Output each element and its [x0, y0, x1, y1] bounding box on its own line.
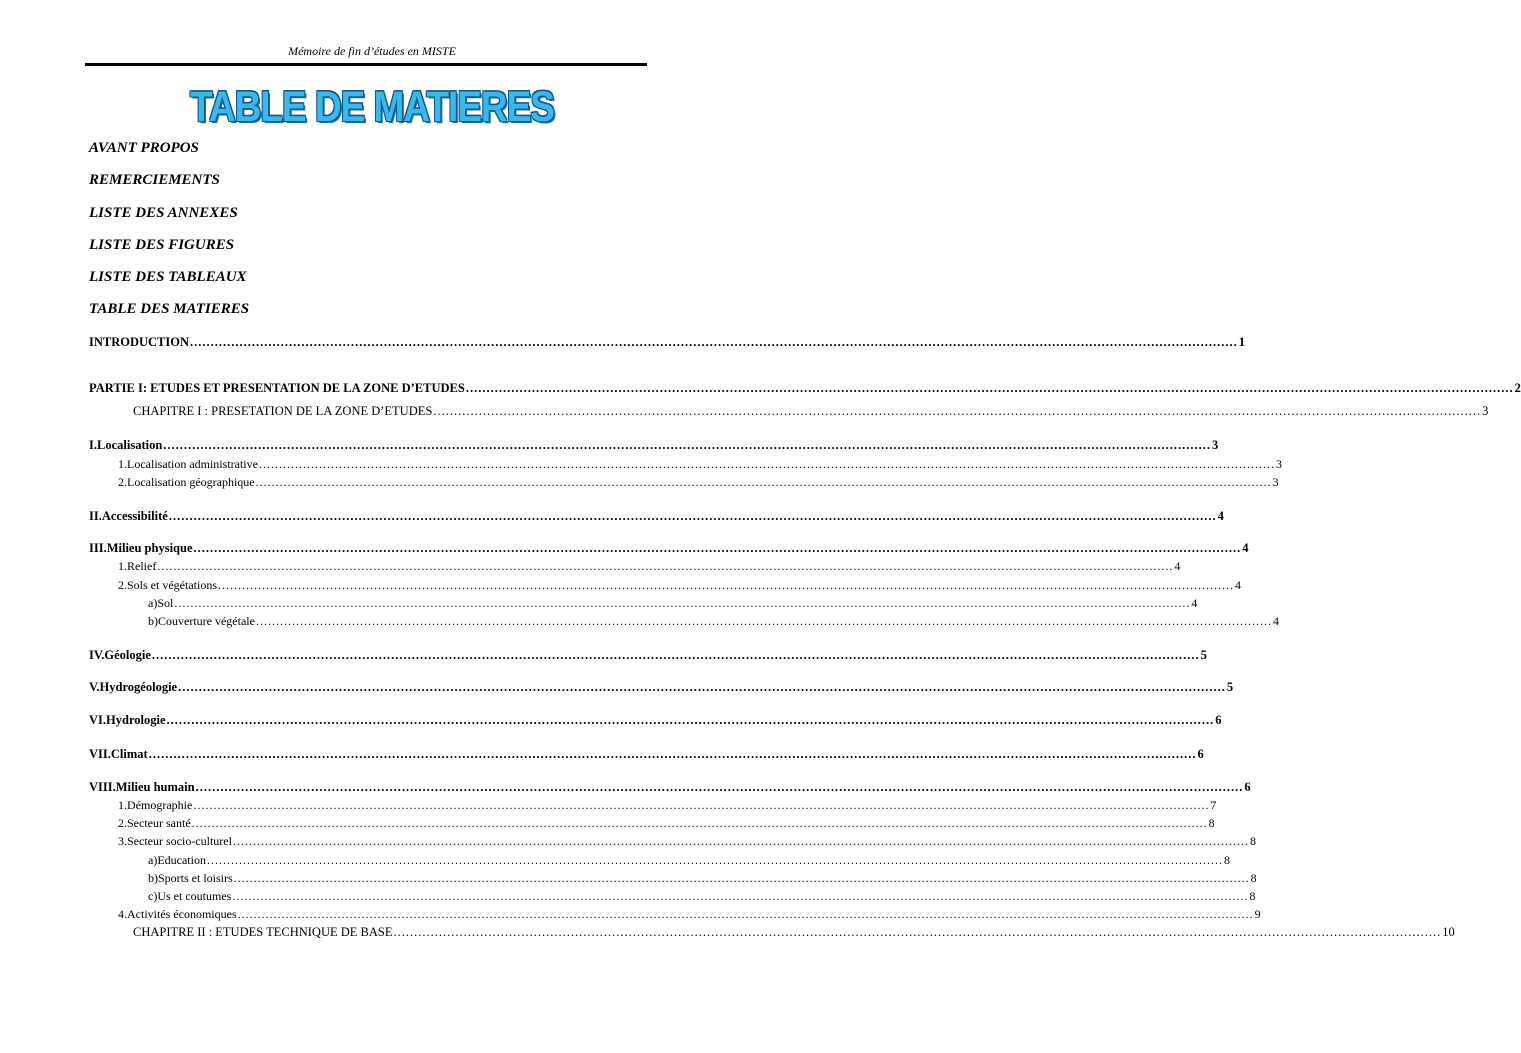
toc-entry-chapitre-2[interactable]: [133, 924, 1455, 940]
toc-entry-text: Sol: [157, 596, 174, 610]
toc-page-number: 7: [1210, 798, 1217, 812]
toc-entry-text: : ETUDES ET PRESENTATION DE LA ZONE D’ETUDES: [142, 381, 465, 395]
toc-entry-demographie[interactable]: [118, 797, 1217, 813]
toc-entry-text: CHAPITRE I : PRESETATION DE LA ZONE D’ETUDES: [133, 404, 433, 418]
toc-entry-localisation-geographique[interactable]: [118, 474, 1279, 490]
toc-entry-number: c): [148, 889, 158, 903]
toc-entry-text: Climat: [110, 747, 148, 761]
toc-entry-text: CHAPITRE II : ETUDES TECHNIQUE DE BASE: [133, 925, 393, 939]
toc-entry-number: 2.: [118, 816, 127, 830]
toc-entry-number: 3.: [118, 834, 127, 848]
toc-entry-introduction[interactable]: [89, 334, 1246, 350]
toc-entry-climat[interactable]: [89, 746, 1204, 762]
toc-entry-text: Education: [157, 853, 206, 867]
toc-entry-text: Relief: [127, 559, 157, 573]
toc-entry-text: Hydrogéologie: [99, 680, 178, 694]
toc-entry-text: Secteur socio-culturel: [127, 834, 232, 848]
toc-entry-secteur-socio-culturel[interactable]: [118, 833, 1256, 849]
toc-page-number: 8: [1250, 871, 1257, 885]
toc-leader-dots: ..............................................................................................................................................................................................................................................................: [157, 559, 1174, 573]
toc-leader-dots: ..............................................................................................................................................................................................................................................................: [232, 889, 1249, 903]
toc-leader-dots: ..............................................................................................................................................................................................................................................................: [163, 438, 1212, 452]
toc-page-number: 6: [1215, 713, 1222, 727]
toc-entry-number: PARTIE I: [89, 381, 143, 395]
toc-page-number: 6: [1197, 747, 1204, 761]
toc-entry-number: 2.: [118, 475, 127, 489]
toc-entry-number: VI.: [89, 713, 107, 727]
toc-leader-dots: ..............................................................................................................................................................................................................................................................: [206, 853, 1223, 867]
toc-page-number: 2: [1514, 381, 1521, 395]
toc-page-number: 4: [1235, 578, 1241, 592]
toc-entry-secteur-sante[interactable]: [118, 815, 1215, 831]
toc-leader-dots: ..............................................................................................................................................................................................................................................................: [151, 648, 1200, 662]
toc-page-number: 8: [1208, 816, 1215, 830]
toc-entry-text: Géologie: [104, 648, 151, 662]
toc-entry-text: Activités économiques: [127, 907, 237, 921]
toc-entry-number: III.: [89, 541, 107, 555]
toc-entry-education[interactable]: [148, 852, 1230, 868]
toc-leader-dots: ..............................................................................................................................................................................................................................................................: [433, 404, 1482, 418]
toc-leader-dots: ..............................................................................................................................................................................................................................................................: [178, 680, 1226, 694]
toc-entry-hydrologie[interactable]: [89, 712, 1222, 728]
toc-page-number: 5: [1226, 680, 1234, 694]
toc-page-number: 8: [1223, 853, 1230, 867]
toc-page-number: 4: [1217, 509, 1224, 523]
toc-page-number: 4: [1174, 559, 1181, 573]
toc-page-number: 6: [1244, 780, 1251, 794]
toc-page-number: 1: [1238, 335, 1246, 349]
toc-entry-number: IV.: [89, 648, 105, 662]
toc-entry-sol[interactable]: [148, 595, 1198, 611]
toc-entry-text: Localisation: [97, 438, 163, 452]
toc-page-number: 3: [1212, 438, 1219, 452]
toc-page-number: 3: [1482, 404, 1489, 418]
toc-entry-text: Secteur santé: [127, 816, 191, 830]
toc-entry-text: Sols et végétations: [127, 578, 217, 592]
toc-entry-number: 2.: [118, 578, 127, 592]
front-liste-annexes: LISTE DES ANNEXES: [89, 205, 238, 221]
toc-entry-number: I.: [89, 438, 97, 452]
toc-entry-text: Démographie: [127, 798, 193, 812]
toc-leader-dots: ..............................................................................................................................................................................................................................................................: [148, 747, 1197, 761]
toc-leader-dots: ..............................................................................................................................................................................................................................................................: [255, 614, 1272, 628]
toc-entry-number: a): [148, 853, 158, 867]
toc-entry-sols-vegetations[interactable]: [118, 577, 1241, 593]
toc-entry-text: Localisation géographique: [127, 475, 255, 489]
toc-entry-accessibilite[interactable]: [89, 508, 1224, 524]
toc-leader-dots: ..............................................................................................................................................................................................................................................................: [193, 798, 1210, 812]
toc-entry-number: a): [148, 596, 158, 610]
toc-entry-text: Us et coutumes: [157, 889, 232, 903]
toc-entry-chapitre-1[interactable]: [133, 403, 1489, 419]
front-table-matieres: TABLE DES MATIERES: [89, 301, 250, 317]
toc-leader-dots: ..............................................................................................................................................................................................................................................................: [191, 816, 1208, 830]
toc-leader-dots: ..............................................................................................................................................................................................................................................................: [232, 834, 1249, 848]
toc-page-number: 4: [1191, 596, 1198, 610]
toc-entry-text: Couverture végétale: [158, 614, 255, 628]
toc-entry-number: VIII.: [89, 780, 116, 794]
toc-entry-text: Milieu physique: [106, 541, 193, 555]
toc-entry-localisation[interactable]: [89, 437, 1219, 453]
toc-page-number: 10: [1442, 925, 1455, 939]
toc-entry-text: Sports et loisirs: [158, 871, 233, 885]
toc-leader-dots: ..............................................................................................................................................................................................................................................................: [218, 578, 1234, 592]
toc-entry-number: V.: [89, 680, 100, 694]
toc-entry-number: VII.: [89, 747, 111, 761]
front-avant-propos: AVANT PROPOS: [89, 140, 199, 156]
toc-entry-number: b): [148, 871, 158, 885]
toc-entry-text: Hydrologie: [106, 713, 166, 727]
toc-page-number: 8: [1249, 889, 1256, 903]
toc-leader-dots: ..............................................................................................................................................................................................................................................................: [166, 713, 1215, 727]
toc-leader-dots: ..............................................................................................................................................................................................................................................................: [195, 780, 1244, 794]
toc-entry-text: INTRODUCTION: [89, 335, 190, 349]
toc-leader-dots: ..............................................................................................................................................................................................................................................................: [255, 475, 1272, 489]
toc-page-number: 8: [1249, 834, 1256, 848]
toc-leader-dots: ..............................................................................................................................................................................................................................................................: [174, 596, 1191, 610]
toc-entry-us-coutumes[interactable]: [148, 888, 1256, 904]
toc-page-number: 3: [1275, 457, 1282, 471]
toc-page-number: 4: [1272, 614, 1279, 628]
toc-leader-dots: ..............................................................................................................................................................................................................................................................: [233, 871, 1250, 885]
toc-entry-partie-1[interactable]: [89, 380, 1521, 396]
toc-entry-hydrogeologie[interactable]: [89, 679, 1234, 695]
toc-page-number: 3: [1272, 475, 1279, 489]
toc-entry-milieu-physique[interactable]: [89, 540, 1249, 556]
toc-leader-dots: ..............................................................................................................................................................................................................................................................: [193, 541, 1242, 555]
toc-entry-relief[interactable]: [118, 558, 1181, 574]
toc-page-number: 9: [1254, 907, 1261, 921]
front-liste-tableaux: LISTE DES TABLEAUX: [89, 269, 247, 285]
toc-page-number: 5: [1200, 648, 1207, 662]
header-rule: [85, 63, 647, 66]
toc-leader-dots: ..............................................................................................................................................................................................................................................................: [258, 457, 1275, 471]
toc-entry-number: II.: [89, 509, 102, 523]
toc-entry-geologie[interactable]: [89, 647, 1207, 663]
toc-leader-dots: ..............................................................................................................................................................................................................................................................: [190, 335, 1238, 349]
front-remerciements: REMERCIEMENTS: [89, 172, 220, 188]
toc-entry-number: b): [148, 614, 158, 628]
toc-entry-number: 1.: [118, 559, 127, 573]
toc-entry-activites-economiques[interactable]: [118, 906, 1261, 922]
toc-entry-localisation-administrative[interactable]: [118, 456, 1282, 472]
toc-entry-text: Milieu humain: [115, 780, 195, 794]
toc-leader-dots: ..............................................................................................................................................................................................................................................................: [237, 907, 1254, 921]
page-title: TABLE DE MATIERES: [190, 82, 554, 130]
toc-entry-number: 4.: [118, 907, 127, 921]
toc-leader-dots: ..............................................................................................................................................................................................................................................................: [393, 925, 1442, 939]
toc-leader-dots: ..............................................................................................................................................................................................................................................................: [465, 381, 1514, 395]
toc-page-number: 4: [1242, 541, 1249, 555]
toc-entry-milieu-humain[interactable]: [89, 779, 1251, 795]
toc-entry-number: 1.: [118, 457, 127, 471]
running-header: Mémoire de fin d’études en MISTE: [288, 44, 456, 58]
front-liste-figures: LISTE DES FIGURES: [89, 237, 235, 253]
toc-entry-number: 1.: [118, 798, 127, 812]
toc-entry-couverture-vegetale[interactable]: [148, 613, 1279, 629]
toc-entry-text: Localisation administrative: [127, 457, 258, 471]
toc-entry-text: Accessibilité: [101, 509, 168, 523]
toc-leader-dots: ..............................................................................................................................................................................................................................................................: [168, 509, 1217, 523]
toc-entry-sports-loisirs[interactable]: [148, 870, 1257, 886]
